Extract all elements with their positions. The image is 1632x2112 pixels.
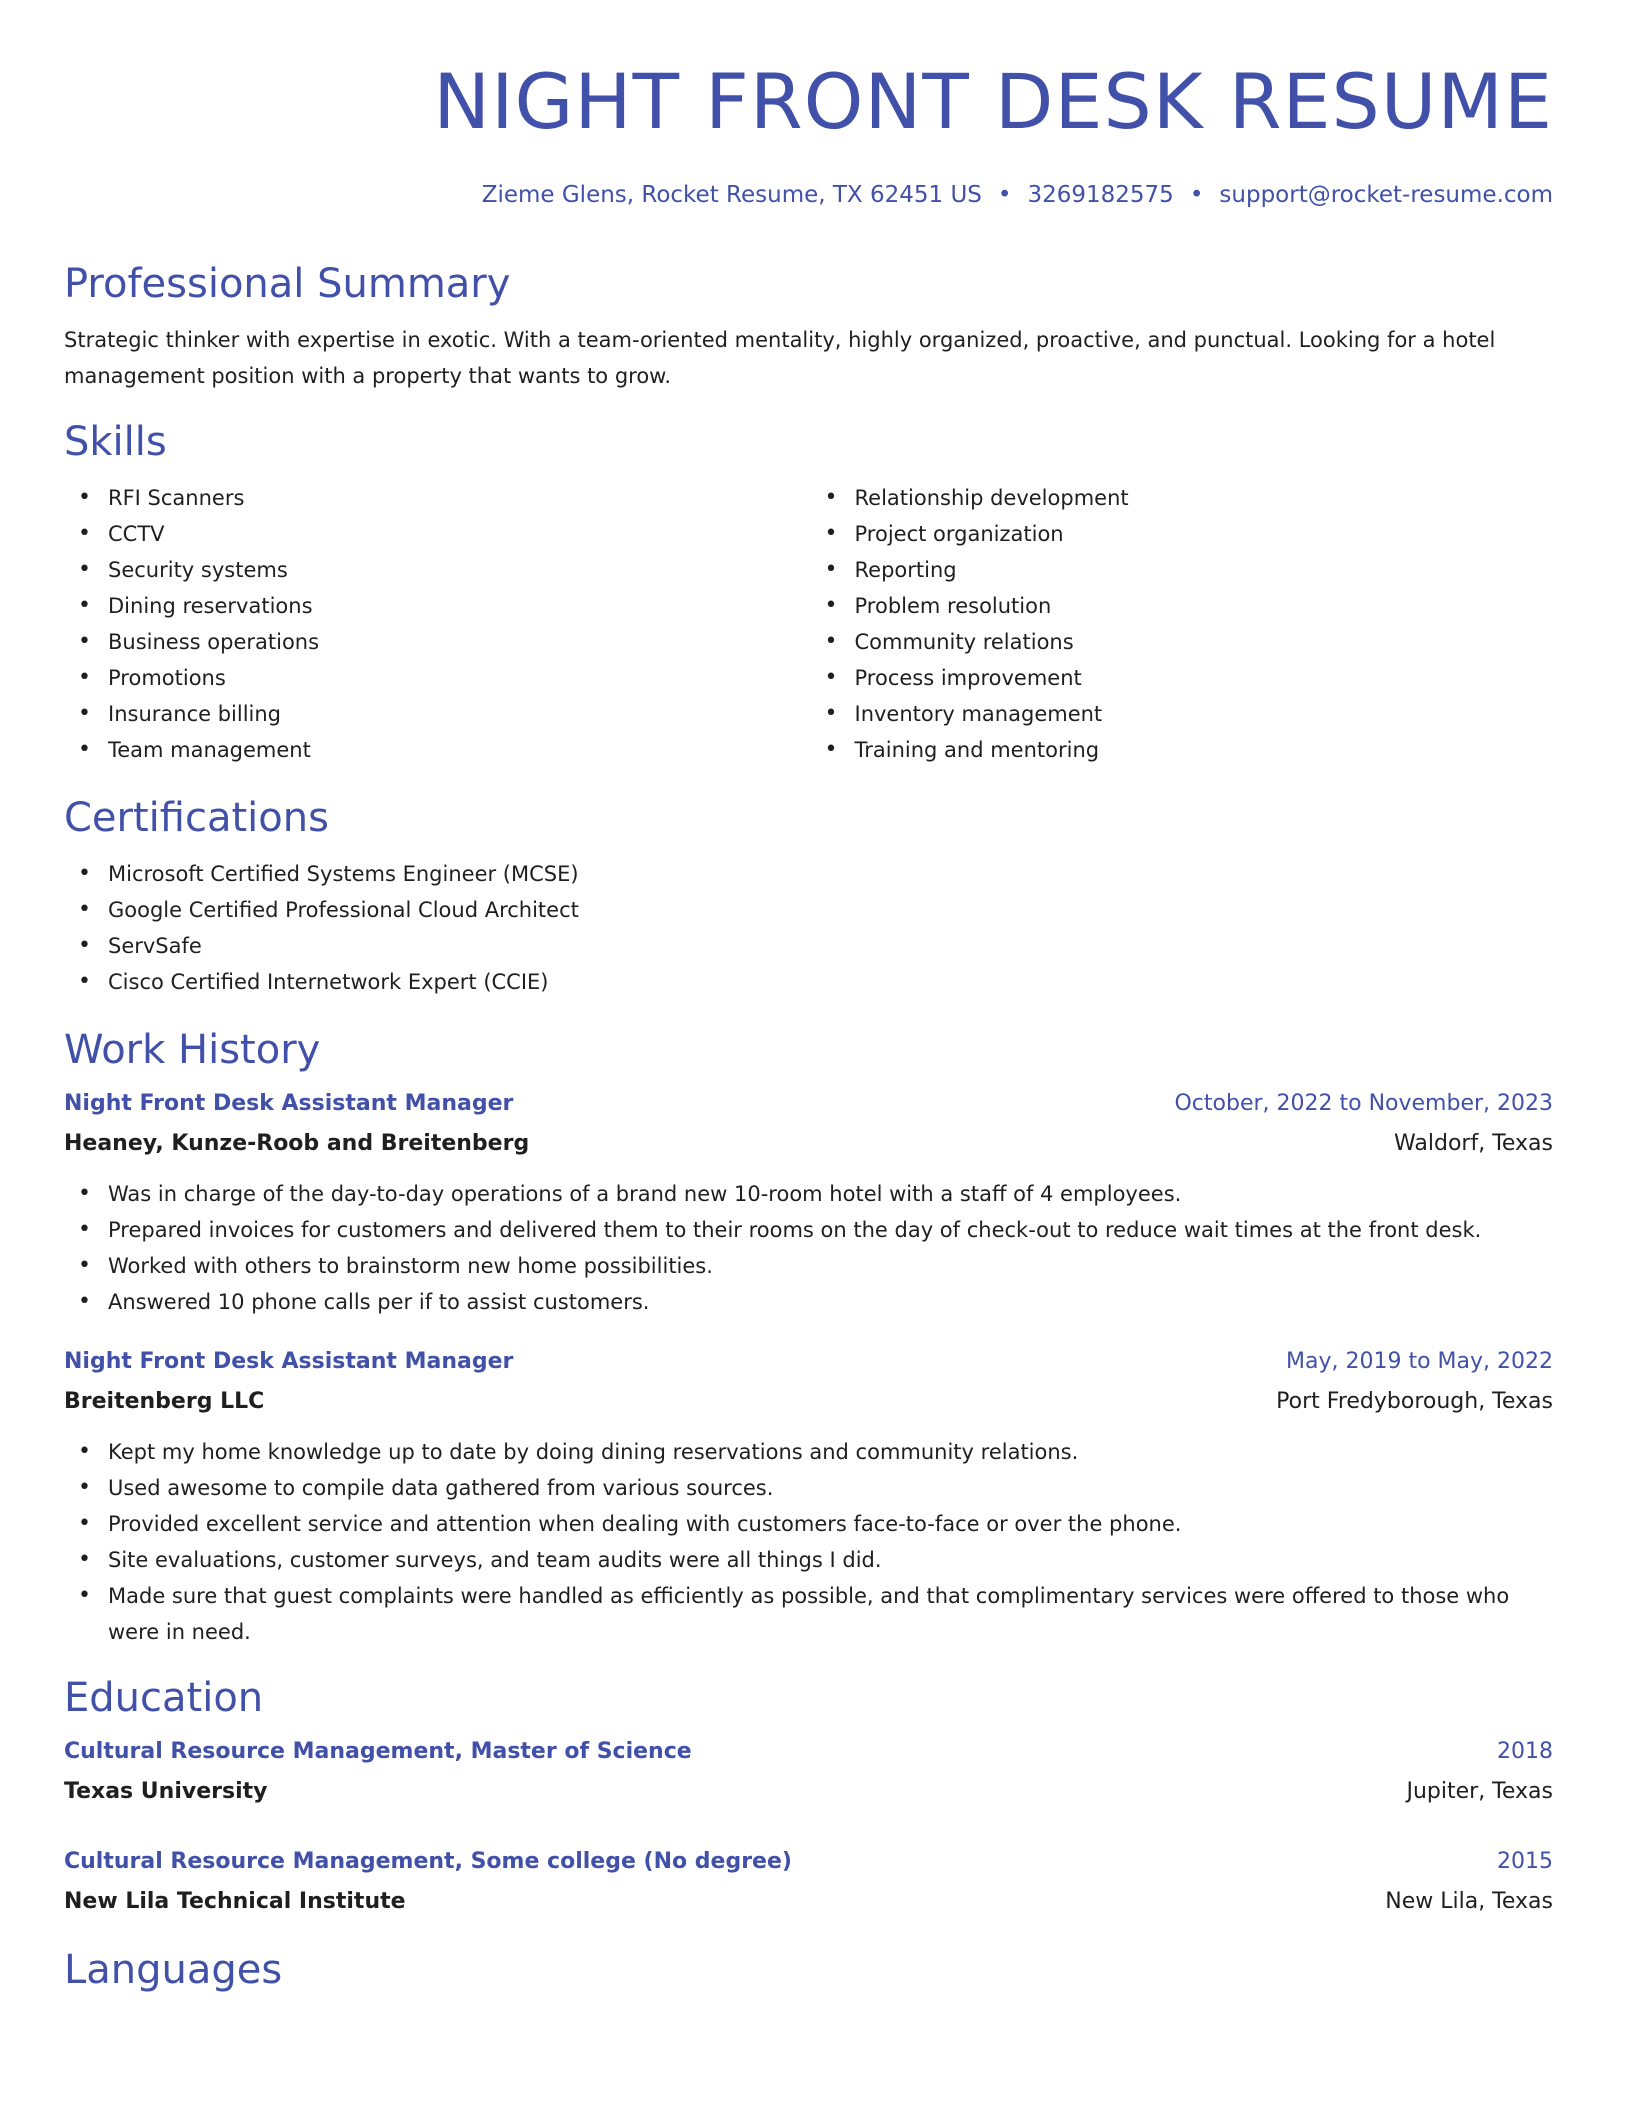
skill-item: • Reporting (811, 552, 1554, 588)
education-entry (64, 1732, 1553, 1812)
education-heading: Education (64, 1675, 264, 1721)
skill-item: • Dining reservations (64, 588, 807, 624)
languages-section (64, 1944, 1553, 1996)
skill-item: • Team management (64, 732, 807, 768)
job-employer-row (64, 1382, 1553, 1422)
school-name: Texas University (64, 1779, 268, 1804)
skill-item: • Inventory management (811, 696, 1554, 732)
education-section (64, 1672, 1553, 1922)
school-location: Jupiter, Texas (1406, 1779, 1553, 1804)
skill-item: • Promotions (64, 660, 807, 696)
job-employer-row (64, 1124, 1553, 1164)
graduation-year: 2018 (1497, 1739, 1553, 1764)
certification-item: • Microsoft Certified Systems Engineer (MCSE) (64, 856, 1553, 892)
job-bullet: • Provided excellent service and attention when dealing with customers face-to-face or over the phone. (64, 1506, 1553, 1542)
job-title-row (64, 1084, 1553, 1124)
summary-section (64, 258, 1553, 394)
skill-item: • Problem resolution (811, 588, 1554, 624)
skill-item: • CCTV (64, 516, 807, 552)
degree-row (64, 1732, 1553, 1772)
certification-item: • Google Certified Professional Cloud Architect (64, 892, 1553, 928)
employer-name: Breitenberg LLC (64, 1389, 265, 1414)
certifications-list (64, 856, 1553, 1000)
work-history-heading: Work History (64, 1027, 321, 1073)
skill-item: • Insurance billing (64, 696, 807, 732)
school-location: New Lila, Texas (1385, 1889, 1553, 1914)
email-link[interactable]: support@rocket-resume.com (1219, 182, 1553, 208)
job-dates: May, 2019 to May, 2022 (1286, 1349, 1553, 1374)
job-bullet: • Worked with others to brainstorm new home possibilities. (64, 1248, 1553, 1284)
certifications-section (64, 792, 1553, 1000)
job-title-row (64, 1342, 1553, 1382)
job-location: Port Fredyborough, Texas (1276, 1389, 1553, 1414)
job-entry (64, 1084, 1553, 1320)
degree-row (64, 1842, 1553, 1882)
skill-item: • Process improvement (811, 660, 1554, 696)
certification-item: • Cisco Certified Internetwork Expert (CCIE) (64, 964, 1553, 1000)
job-bullet: • Prepared invoices for customers and delivered them to their rooms on the day of check-out to reduce wait times at the front desk. (64, 1212, 1553, 1248)
job-bullets (64, 1434, 1553, 1650)
contact-line (64, 180, 1553, 210)
job-location: Waldorf, Texas (1394, 1131, 1553, 1156)
job-bullet: • Answered 10 phone calls per if to assist customers. (64, 1284, 1553, 1320)
phone[interactable]: 3269182575 (1027, 182, 1174, 208)
job-bullets (64, 1176, 1553, 1320)
address: Zieme Glens, Rocket Resume, TX 62451 US (481, 182, 982, 208)
contact-separator: • (1189, 182, 1204, 208)
school-name: New Lila Technical Institute (64, 1889, 406, 1914)
skill-item: • Project organization (811, 516, 1554, 552)
skill-item: • Security systems (64, 552, 807, 588)
education-entry (64, 1842, 1553, 1922)
summary-heading: Professional Summary (64, 261, 511, 307)
certifications-heading: Certifications (64, 795, 329, 841)
job-bullet: • Site evaluations, customer surveys, and team audits were all things I did. (64, 1542, 1553, 1578)
skills-section (64, 416, 1553, 768)
skill-item: • Business operations (64, 624, 807, 660)
job-bullet: • Used awesome to compile data gathered from various sources. (64, 1470, 1553, 1506)
job-bullet: • Was in charge of the day-to-day operations of a brand new 10-room hotel with a staff of 4 employees. (64, 1176, 1553, 1212)
job-title: Night Front Desk Assistant Manager (64, 1349, 514, 1374)
languages-heading: Languages (64, 1947, 283, 1993)
skills-list-left (64, 480, 807, 768)
certification-item: • ServSafe (64, 928, 1553, 964)
skills-list-right (807, 480, 1554, 768)
degree-name: Cultural Resource Management, Some college (No degree) (64, 1849, 792, 1874)
job-title: Night Front Desk Assistant Manager (64, 1091, 514, 1116)
skill-item: • Community relations (811, 624, 1554, 660)
resume-title: NIGHT FRONT DESK RESUME (433, 57, 1553, 146)
degree-name: Cultural Resource Management, Master of Science (64, 1739, 692, 1764)
school-row (64, 1772, 1553, 1812)
skill-item: • Training and mentoring (811, 732, 1554, 768)
resume-body (64, 258, 1553, 1996)
contact-separator: • (997, 182, 1012, 208)
work-history-section (64, 1024, 1553, 1650)
job-entry (64, 1342, 1553, 1650)
skills-heading: Skills (64, 419, 167, 465)
school-row (64, 1882, 1553, 1922)
skill-item: • Relationship development (811, 480, 1554, 516)
job-bullet: • Made sure that guest complaints were handled as efficiently as possible, and that complimentary services were offered to those who were in need. (64, 1578, 1553, 1650)
skills-columns (64, 480, 1553, 768)
job-dates: October, 2022 to November, 2023 (1174, 1091, 1553, 1116)
employer-name: Heaney, Kunze-Roob and Breitenberg (64, 1131, 530, 1156)
job-bullet: • Kept my home knowledge up to date by doing dining reservations and community relations. (64, 1434, 1553, 1470)
skill-item: • RFI Scanners (64, 480, 807, 516)
resume-header (64, 52, 1553, 210)
graduation-year: 2015 (1497, 1849, 1553, 1874)
summary-text: Strategic thinker with expertise in exotic. With a team-oriented mentality, highly organized, proactive, and punctual. Looking for a hotel management position with a property that wants to grow. (64, 328, 1496, 388)
